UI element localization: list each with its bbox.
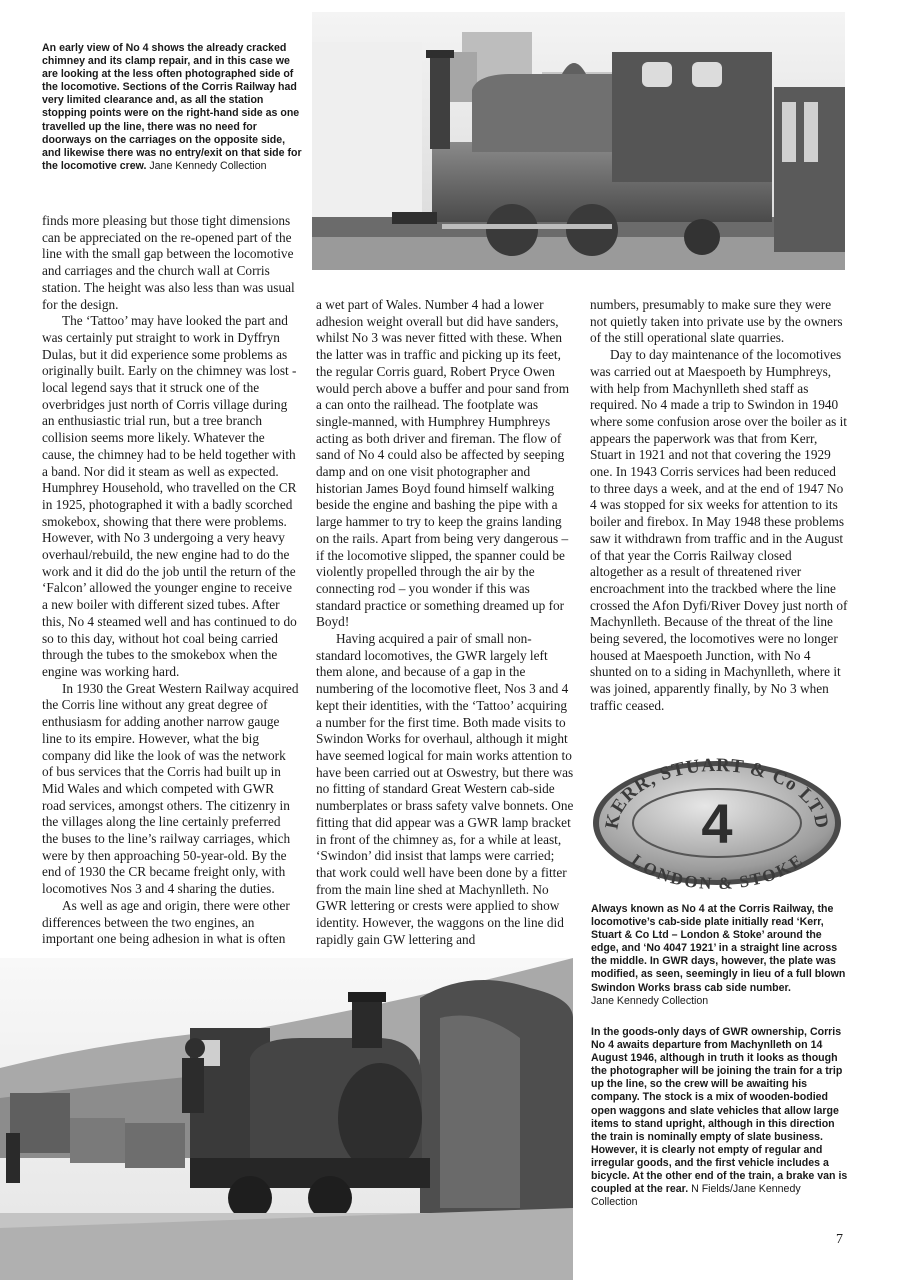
paragraph: Day to day maintenance of the locomotives was carried out at Maespoeth by Humphreys, with help from Machynlleth shed staff as required. No 4 made a trip to Swindon in 1940 where some confusion arose over the boiler as it appears the paperwork was that from Kerr, Stuart in 1921 and not that covering the 1929 one. In 1943 Corris services had been reduced to three days a week, and at the end of 1947 No 4 was stopped for six weeks for attention to its boiler and firebox. In May 1948 these problems saw it withdrawn from traffic and in the August of that year the Corris Railway closed altogether as a result of threatened river encroachment into the trackbed where the line crossed the Afon Dyfi/River Dovey just north of Machynlleth. Because of the threat of the line being severed, the locomotives were no longer housed at Maespoeth Junction, with No 4 shunted on to a siding in Machynlleth, where it was joined, apparently finally, by No 3 when traffic ceased.	[590, 347, 848, 713]
paragraph: The ‘Tattoo’ may have looked the part and was certainly put straight to work in Dyffryn Dulas, but it did experience some problems as originally built. Early on the chimney was lost - local legend says that it struck one of the overbridges just north of Corris village during an enthusiastic trial run, but a tree branch collision seems more likely. Whatever the cause, the chimney had to be held together with a band. Nor did it steam as well as expected. Humphrey Household, who travelled on the CR in 1925, photographed it with a badly scorched smokebox, showing that there were problems. However, with No 3 undergoing a very heavy overhaul/rebuild, the new engine had to do the work and it did do the job until the return of the ‘Falcon’ allowed the younger engine to receive a new boiler with different sized tubes. After this, No 4 steamed well and has continued to do so to this day, without hot coal being carried through the tubes to the smokebox when the engine was working hard.	[42, 313, 297, 679]
early-view-photo	[312, 12, 845, 270]
plate-number: 4	[701, 792, 733, 855]
bottom-photo-caption	[591, 1026, 849, 1209]
plate-bottom-text: LONDON & STOKE	[627, 850, 807, 889]
body-column-3	[590, 297, 848, 715]
paragraph: finds more pleasing but those tight dimensions can be appreciated on the re-opened part of the line with the small gap between the locomotive and carriages and the church wall at Corris station. The height was also less than was usual for the design.	[42, 213, 295, 312]
bottom-caption-text: In the goods-only days of GWR ownership, Corris No 4 awaits departure from Machynlleth on 14 August 1946, although in truth it looks as though the photographer will be joining the train for a trip up the line, so the crew will be awaiting his company. The stock is a mix of wooden-bodied open waggons and slate vehicles that allow large items to stand upright, although in this direction the train is nominally empty of slate business. However, it is clearly not empty of regular and irregular goods, and the first vehicle includes a bicycle. At the other end of the train, a brake van is coupled at the rear.	[591, 1026, 848, 1196]
paragraph: As well as age and origin, there were other differences between the two engines, an important one being adhesion in what is often	[42, 897, 290, 947]
top-caption-text: An early view of No 4 shows the already cracked chimney and its clamp repair, and in this case we are looking at the less often photographed side of the locomotive. Sections of the Corris Railway had very limited clearance and, as all the station stopping points were on the right-hand side as one travelled up the line, there was no need for doorways on the carriages on the opposite side, and likewise there was no entry/exit on that side for the locomotive crew.	[42, 42, 302, 172]
paragraph: Having acquired a pair of small non-standard locomotives, the GWR largely left them alone, and because of a gap in the numbering of the locomotive fleet, Nos 3 and 4 kept their identities, with the ‘Tattoo’ acquiring a number for the first time. Both made visits to Swindon Works for overhaul, although it might have seemed logical for main works attention to have been carried out at Oswestry, but there was no fitting of standard Great Western cab-side numberplates or brass safety valve bonnets. One fitting that did appear was a GWR lamp bracket in front of the chimney as, for a while at least, ‘Swindon’ did insist that lamps were carried; that work could well have been done by a fitter from the main line shed at Machynlleth. No GWR lettering or crests were applied to show identity. However, the waggons on the line did rapidly gain GW lettering and	[316, 631, 574, 947]
plate-caption-text: Always known as No 4 at the Corris Railway, the locomotive’s cab-side plate initially read ‘Kerr, Stuart & Co Ltd – London & Stoke’ around the edge, and ‘No 4047 1921’ in a straight line across the middle. In GWR days, however, the plate was modified, as seen, seemingly in lieu of a full blown Swindon Works brass cab side number.	[591, 903, 846, 994]
paragraph: numbers, presumably to make sure they were not quietly taken into private use by the owners of the still operational slate quarries.	[590, 297, 843, 346]
paragraph: In 1930 the Great Western Railway acquired the Corris line without any great degree of enthusiasm for adding another narrow gauge line to its empire. However, what the big company did like the look of was the network of bus services that the Corris had built up in Mid Wales and which competed with GWR road services, amongst others. The citizenry in the villages along the line certainly preferred the buses to the line’s railway carriages, which were by then approaching 50-year-old. By the end of 1930 the CR became freight only, with locomotives Nos 3 and 4 sharing the duties.	[42, 680, 299, 897]
top-caption-credit: Jane Kennedy Collection	[149, 159, 267, 172]
bottom-caption-credit: N Fields/Jane Kennedy Collection	[591, 1183, 801, 1209]
paragraph: a wet part of Wales. Number 4 had a lower adhesion weight overall but did have sanders, whilst No 3 was never fitted with these. When the latter was in traffic and picking up its feet, the regular Corris guard, Robert Pryce Owen would perch above a buffer and pour sand from a can onto the railhead. The footplate was single-manned, with Humphrey Humphreys acting as both driver and fireman. The flow of sand of No 4 could also be affected by seeping damp and on one visit photographer and historian James Boyd found himself walking beside the engine and bashing the pipe with a large hammer to try to keep the grains landing on the rails. Apart from being very dangerous – if the locomotive slipped, the spanner could be violently propelled through the air by the connecting rod – you wonder if this was standard practice or something dreamed up for Boyd!	[316, 297, 570, 630]
cab-side-plate-photo	[588, 757, 846, 889]
plate-caption	[591, 903, 849, 1008]
machynlleth-train-photo	[0, 958, 573, 1280]
top-photo-caption	[42, 42, 304, 173]
plate-caption-credit: Jane Kennedy Collection	[591, 994, 709, 1007]
body-column-2	[316, 297, 574, 948]
plate-top-text: KERR, STUART & Co LTD	[601, 757, 833, 831]
body-column-1	[42, 213, 300, 948]
page-number: 7	[836, 1232, 843, 1247]
